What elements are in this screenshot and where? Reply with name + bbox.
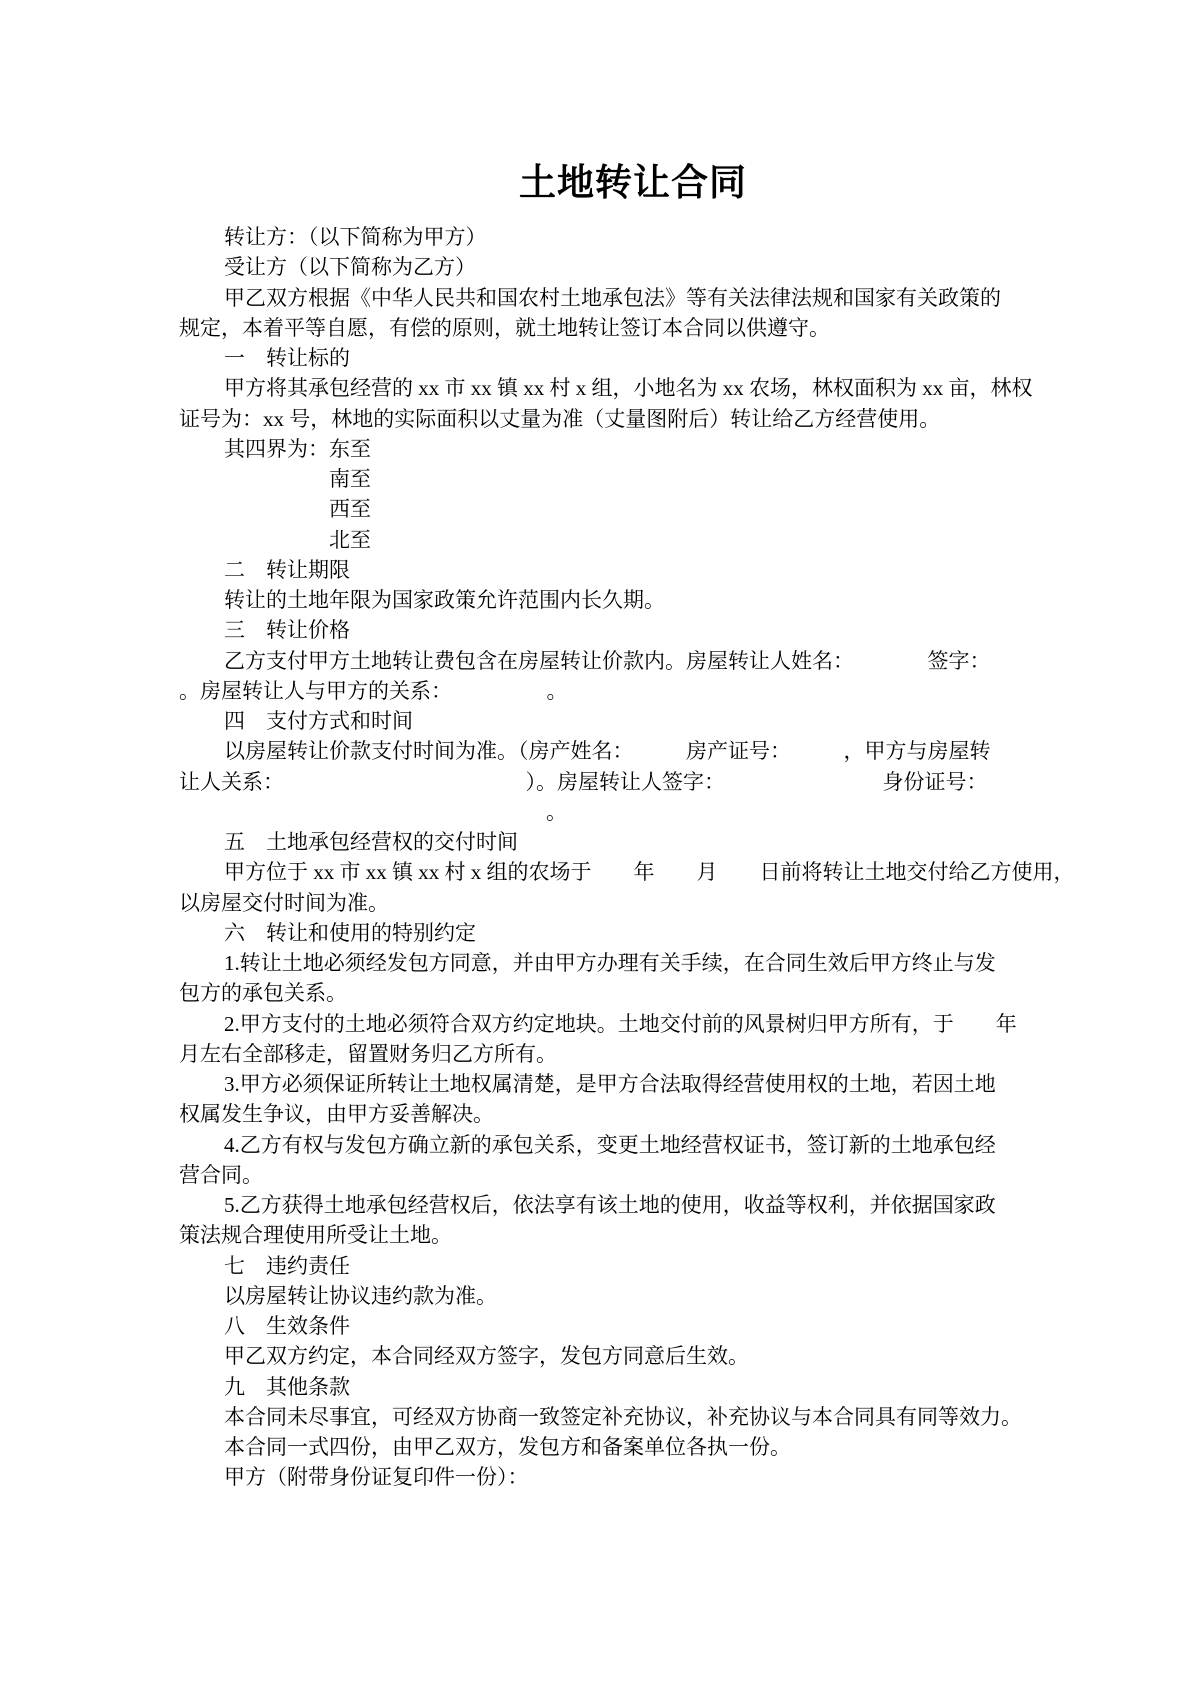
document-title: 土地转让合同 [519, 163, 747, 204]
document-line: 。 [546, 799, 567, 824]
document-line: 权属发生争议，由甲方妥善解决。 [179, 1102, 494, 1127]
document-line: 以房屋转让协议违约款为准。 [224, 1283, 497, 1308]
document-line: 乙方支付甲方土地转让费包含在房屋转让价款内。房屋转让人姓名： 签字： [224, 648, 991, 673]
document-line: 营合同。 [179, 1162, 263, 1187]
document-line: 西至 [329, 497, 371, 522]
document-line: 甲方将其承包经营的 xx 市 xx 镇 xx 村 x 组，小地名为 xx 农场，林权面积为 xx 亩，林权 [224, 376, 1033, 401]
document-line: 包方的承包关系。 [179, 981, 347, 1006]
document-line: 转让的土地年限为国家政策允许范围内长久期。 [224, 588, 665, 612]
document-line: 甲方（附带身份证复印件一份）： [224, 1465, 529, 1490]
document-line: 以房屋转让价款支付时间为准。（房产姓名： 房产证号： ，甲方与房屋转 [224, 739, 991, 764]
document-line: 2.甲方支付的土地必须符合双方约定地块。土地交付前的风景树归甲方所有，于 年 [224, 1011, 1017, 1036]
document-line: 三 转让价格 [224, 618, 350, 643]
document-line: 六 转让和使用的特别约定 [224, 920, 476, 945]
document-line: 甲乙双方根据《中华人民共和国农村土地承包法》等有关法律法规和国家有关政策的 [224, 285, 1001, 310]
document-line: 以房屋交付时间为准。 [179, 890, 389, 915]
document-line: 受让方（以下简称为乙方） [224, 255, 476, 280]
document-line: 4.乙方有权与发包方确立新的承包关系，变更土地经营权证书，签订新的土地承包经 [224, 1132, 996, 1157]
document-line: 5.乙方获得土地承包经营权后，依法享有该土地的使用，收益等权利，并依据国家政 [224, 1193, 996, 1217]
document-line: 北至 [329, 527, 371, 552]
document-line: 3.甲方必须保证所转让土地权属清楚，是甲方合法取得经营使用权的土地，若因土地 [224, 1072, 996, 1096]
document-line: 四 支付方式和时间 [224, 709, 413, 733]
document-line: 二 转让期限 [224, 557, 350, 582]
document-line: 一 转让标的 [224, 346, 350, 370]
document-line: 其四界为：东至 [224, 436, 371, 461]
document-line: 月左右全部移走，留置财务归乙方所有。 [179, 1041, 557, 1066]
document-line: 甲方位于 xx 市 xx 镇 xx 村 x 组的农场于 年 月 日前将转让土地交付给乙方使用， [224, 860, 1075, 885]
document-line: 转让方：（以下简称为甲方） [224, 225, 487, 249]
document-line: 九 其他条款 [224, 1374, 350, 1399]
document-line: 让人关系： ）。房屋转让人签字： 身份证号： [179, 769, 988, 794]
document-line: 规定，本着平等自愿，有偿的原则，就土地转让签订本合同以供遵守。 [179, 315, 830, 340]
document-line: 五 土地承包经营权的交付时间 [224, 830, 518, 854]
document-line: 甲乙双方约定，本合同经双方签字，发包方同意后生效。 [224, 1344, 749, 1369]
document-line: 1.转让土地必须经发包方同意，并由甲方办理有关手续，在合同生效后甲方终止与发 [224, 951, 996, 975]
document-line: 七 违约责任 [224, 1253, 350, 1278]
document-line: 策法规合理使用所受让土地。 [179, 1223, 452, 1248]
document-line: 八 生效条件 [224, 1314, 350, 1338]
document-body [179, 222, 1075, 1493]
document-line: 南至 [329, 467, 371, 491]
document-line: 本合同未尽事宜，可经双方协商一致签定补充协议，补充协议与本合同具有同等效力。 [224, 1404, 1022, 1429]
document-line: 本合同一式四份，由甲乙双方，发包方和备案单位各执一份。 [224, 1435, 791, 1459]
document-line: 证号为：xx 号，林地的实际面积以丈量为准（丈量图附后）转让给乙方经营使用。 [179, 406, 941, 431]
document-line: 。房屋转让人与甲方的关系： 。 [179, 678, 568, 703]
